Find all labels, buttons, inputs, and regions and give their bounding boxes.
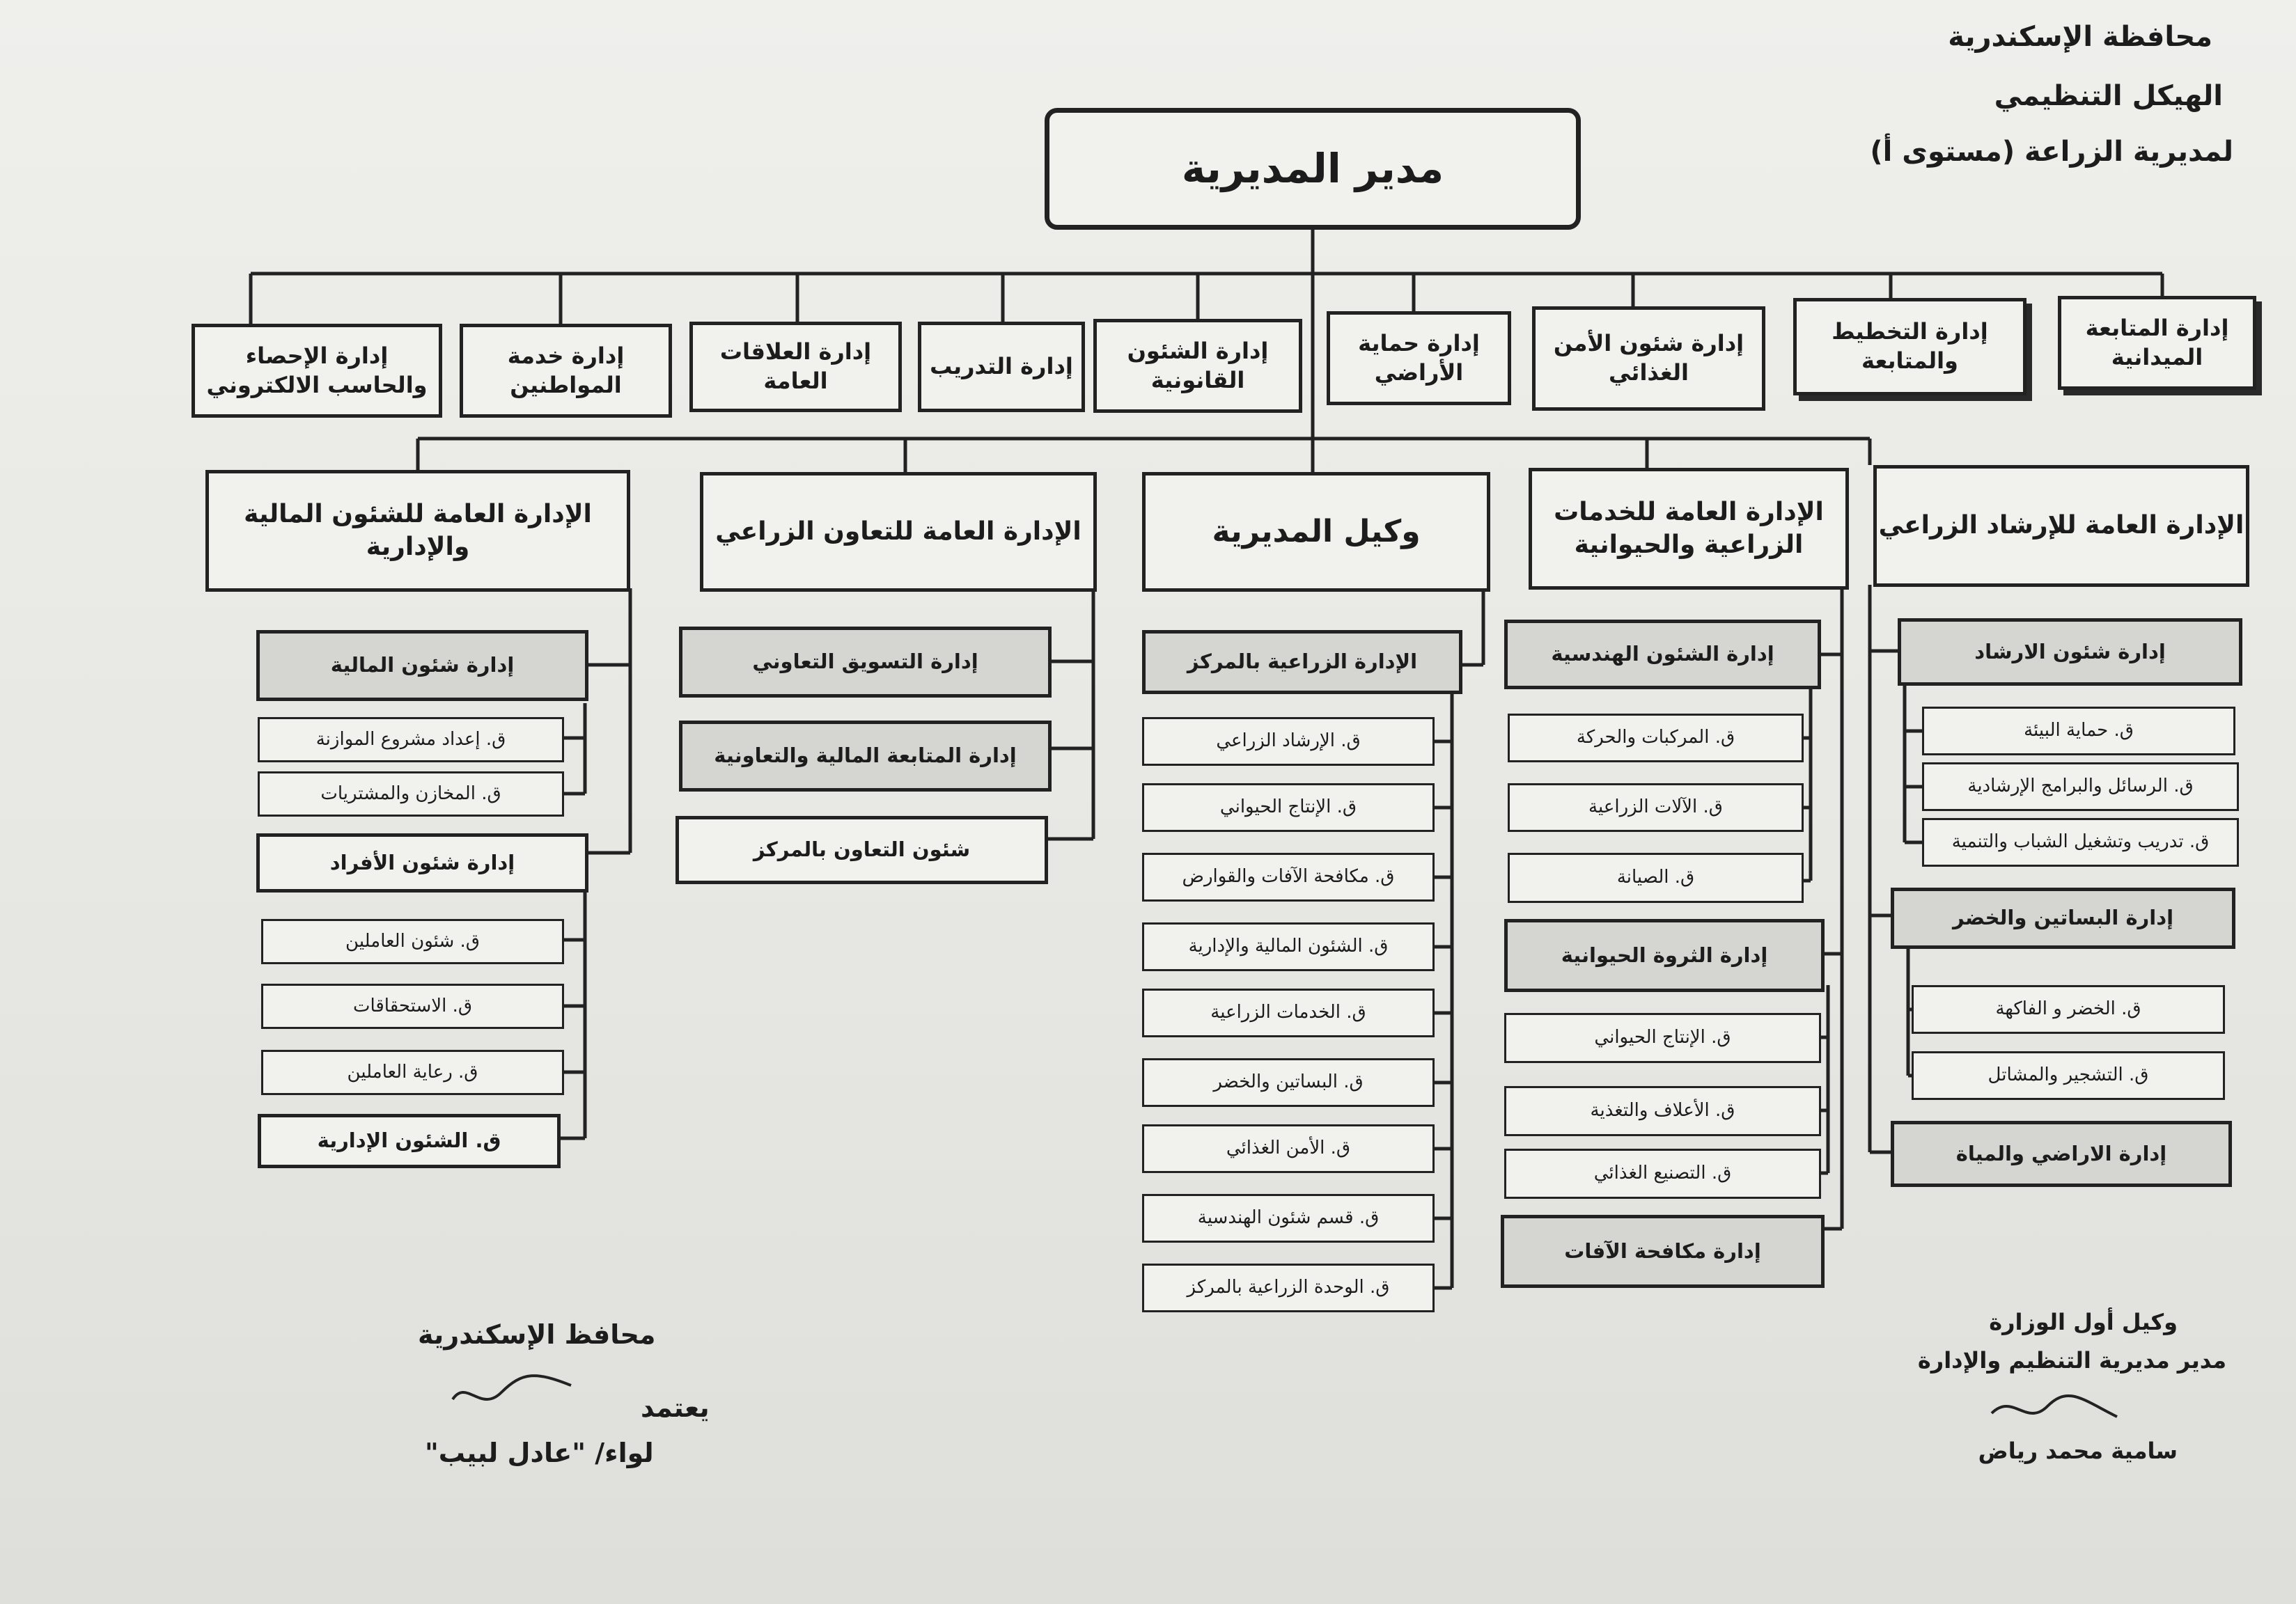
unit-orchards-vegetables: إدارة البساتين والخضر [1891, 888, 2235, 949]
section-agri-services: ق. الخدمات الزراعية [1142, 989, 1435, 1037]
section-food-security: ق. الأمن الغذائي [1142, 1124, 1435, 1173]
dept-public-relations: إدارة العلاقات العامة [689, 322, 902, 412]
unit-district-agriculture: الإدارة الزراعية بالمركز [1142, 630, 1462, 694]
general-extension: الإدارة العامة للإرشاد الزراعي [1873, 465, 2249, 587]
director-box [1045, 108, 1581, 230]
header-governorate: محافظة الإسكندرية [1948, 21, 2212, 53]
section-vegetables-fruit: ق. الخضر و الفاكهة [1912, 985, 2225, 1034]
section-extension: ق. الإرشاد الزراعي [1142, 717, 1435, 766]
unit-district-cooperation: شئون التعاون بالمركز [675, 816, 1048, 884]
general-services: الإدارة العامة للخدمات الزراعية والحيوانية [1529, 468, 1849, 590]
section-animal-production: ق. الإنتاج الحيواني [1504, 1013, 1821, 1063]
sig-right-signature [1985, 1385, 2124, 1434]
dept-land-protection: إدارة حماية الأراضي [1327, 311, 1511, 405]
unit-financial-affairs: إدارة شئون المالية [256, 630, 588, 701]
dept-training: إدارة التدريب [918, 322, 1085, 412]
dept-planning: إدارة التخطيط والمتابعة [1793, 298, 2026, 395]
sig-left-name: لواء/ "عادل لبيب" [425, 1438, 654, 1468]
unit-engineering: إدارة الشئون الهندسية [1504, 620, 1821, 689]
sig-left-approve: يعتمد [641, 1392, 710, 1423]
section-youth-training: ق. تدريب وتشغيل الشباب والتنمية [1922, 818, 2239, 867]
director-label: مدير المديرية [1181, 144, 1444, 192]
general-cooperation: الإدارة العامة للتعاون الزراعي [700, 472, 1097, 592]
section-orchards: ق. البساتين والخضر [1142, 1058, 1435, 1107]
sig-right-title: وكيل أول الوزارة [1989, 1309, 2178, 1335]
section-finance-admin: ق. الشئون المالية والإدارية [1142, 922, 1435, 971]
dept-legal: إدارة الشئون القانونية [1093, 319, 1302, 413]
section-environment: ق. حماية البيئة [1922, 707, 2235, 755]
section-feed-nutrition: ق. الأعلاف والتغذية [1504, 1086, 1821, 1136]
dept-food-security: إدارة شئون الأمن الغذائي [1532, 306, 1765, 411]
unit-livestock: إدارة الثروة الحيوانية [1504, 919, 1825, 992]
unit-personnel: إدارة شئون الأفراد [256, 833, 588, 893]
unit-land-water: إدارة الاراضي والمياة [1891, 1121, 2232, 1187]
section-extension-programs: ق. الرسائل والبرامج الإرشادية [1922, 762, 2239, 811]
section-maintenance: ق. الصيانة [1508, 853, 1804, 903]
header-structure: الهيكل التنظيمي [1994, 80, 2223, 112]
section-vehicles: ق. المركبات والحركة [1508, 714, 1804, 762]
section-animal-production-2: ق. الإنتاج الحيواني [1142, 783, 1435, 832]
header-directorate: لمديرية الزراعة (مستوى أ) [1870, 136, 2233, 168]
unit-financial-monitoring: إدارة المتابعة المالية والتعاونية [679, 721, 1052, 792]
sig-left-signature [446, 1365, 578, 1420]
section-district-unit: ق. الوحدة الزراعية بالمركز [1142, 1264, 1435, 1312]
dept-field-monitoring: إدارة المتابعة الميدانية [2058, 296, 2256, 390]
section-pest-rodent: ق. مكافحة الآفات والقوارض [1142, 853, 1435, 902]
general-finance-admin: الإدارة العامة للشئون المالية والإدارية [205, 470, 630, 592]
section-forestry-nurseries: ق. التشجير والمشاتل [1912, 1051, 2225, 1100]
sig-left-title: محافظ الإسكندرية [418, 1319, 656, 1350]
section-engineering: ق. قسم شئون الهندسية [1142, 1194, 1435, 1243]
section-employee-affairs: ق. شئون العاملين [261, 919, 564, 964]
dept-statistics-computer: إدارة الإحصاء والحاسب الالكتروني [192, 324, 442, 418]
section-entitlements: ق. الاستحقاقات [261, 984, 564, 1029]
section-admin-affairs: ق. الشئون الإدارية [258, 1114, 561, 1168]
section-food-processing: ق. التصنيع الغذائي [1504, 1149, 1821, 1199]
deputy-director: وكيل المديرية [1142, 472, 1490, 592]
sig-right-position: مدير مديرية التنظيم والإدارة [1917, 1347, 2226, 1374]
section-employee-welfare: ق. رعاية العاملين [261, 1050, 564, 1095]
dept-citizen-service: إدارة خدمة المواطنين [460, 324, 672, 418]
section-stores-purchases: ق. المخازن والمشتريات [258, 771, 564, 817]
section-budget: ق. إعداد مشروع الموازنة [258, 717, 564, 762]
section-machinery: ق. الآلات الزراعية [1508, 783, 1804, 832]
unit-cooperative-marketing: إدارة التسويق التعاوني [679, 627, 1052, 698]
unit-pest-control: إدارة مكافحة الآفات [1501, 1215, 1825, 1288]
sig-right-name: سامية محمد رياض [1978, 1438, 2178, 1464]
unit-extension-affairs: إدارة شئون الارشاد [1898, 618, 2242, 686]
